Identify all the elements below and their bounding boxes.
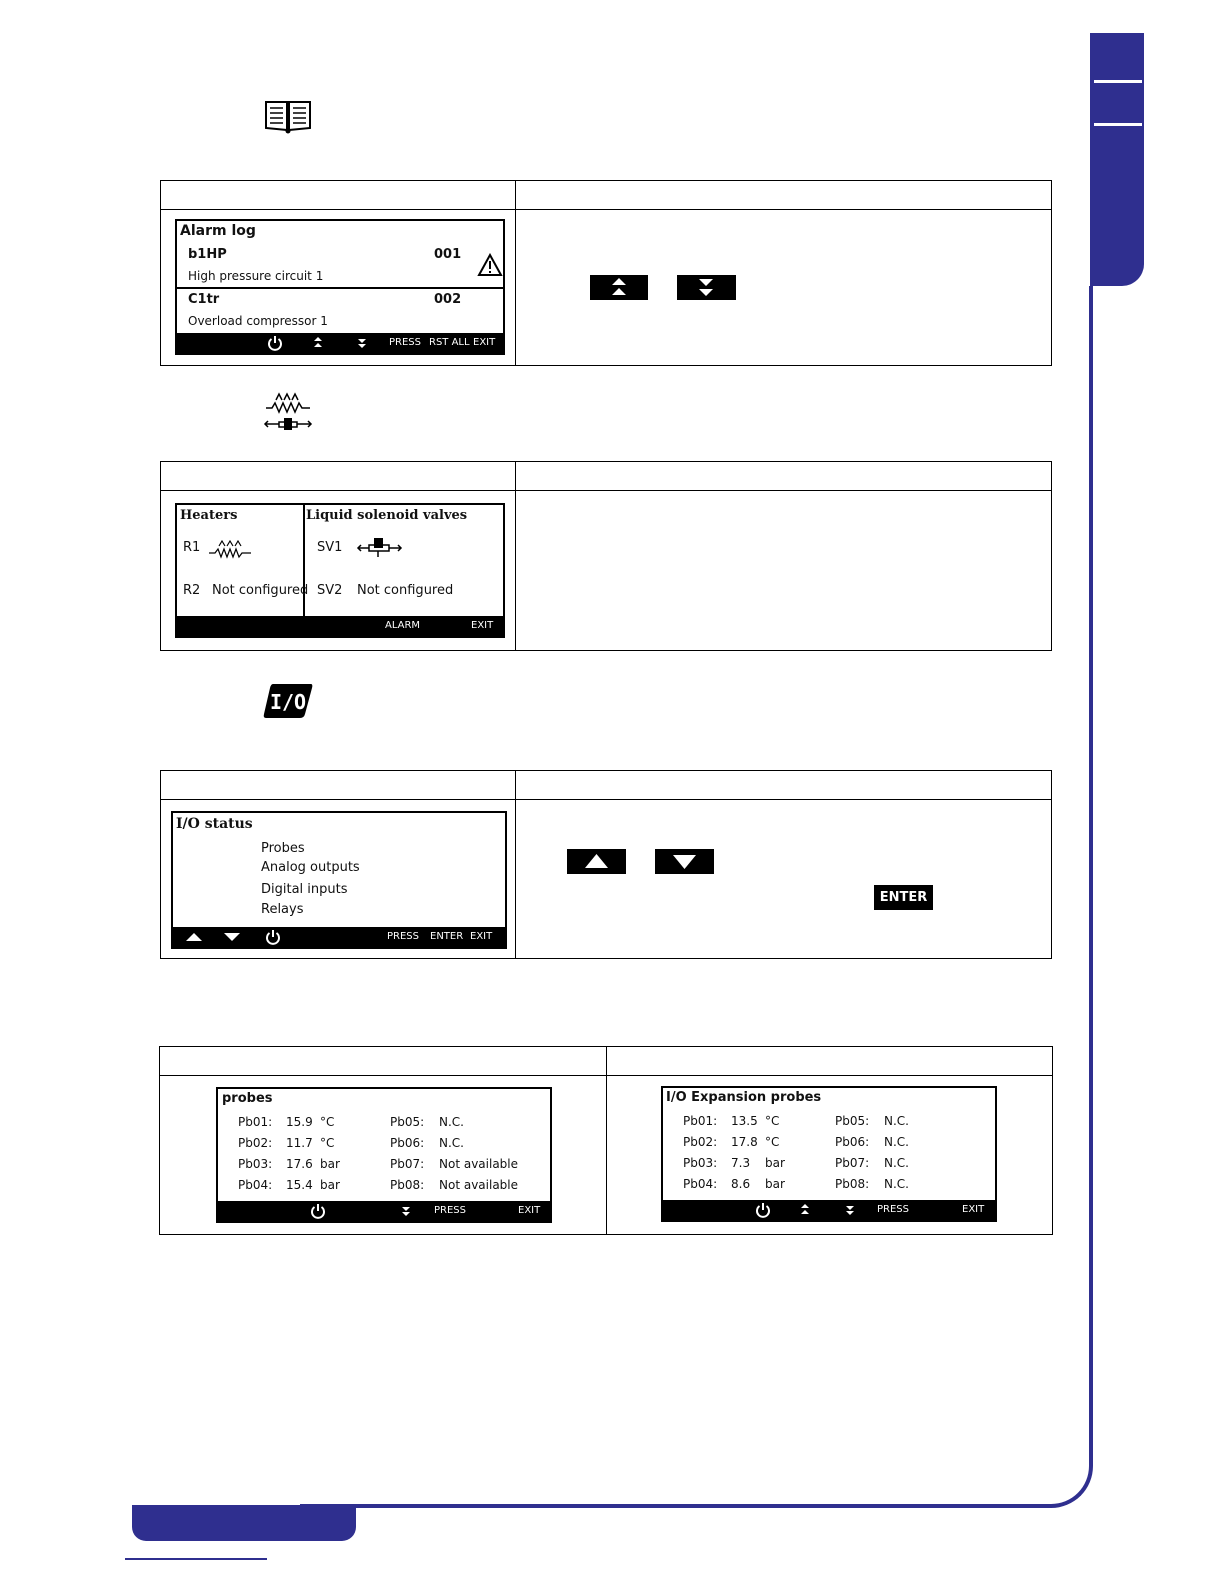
screen-title: I/O Expansion probes bbox=[666, 1090, 822, 1105]
outputs-screen bbox=[175, 503, 505, 638]
probe-r-val: N.C. bbox=[884, 1114, 909, 1128]
sv2-label: SV2 bbox=[317, 583, 343, 598]
probe-r-name: Pb07: bbox=[835, 1156, 870, 1170]
power-icon[interactable] bbox=[755, 1202, 771, 1218]
double-down-arrow-icon[interactable] bbox=[845, 1204, 855, 1216]
softkey-bar bbox=[177, 616, 503, 636]
screen-title: I/O status bbox=[176, 816, 253, 832]
enter-label[interactable]: ENTER bbox=[430, 931, 464, 942]
menu-item-probes[interactable]: Probes bbox=[261, 841, 305, 856]
probe-r-name: Pb08: bbox=[835, 1177, 870, 1191]
probe-l-unit: bar bbox=[765, 1156, 785, 1170]
side-tab-divider bbox=[1094, 80, 1142, 83]
probe-l-unit: bar bbox=[320, 1157, 340, 1171]
exit-label[interactable]: EXIT bbox=[471, 620, 494, 631]
probe-l-name: Pb02: bbox=[683, 1135, 718, 1149]
power-icon[interactable] bbox=[310, 1203, 326, 1219]
probe-l-unit: °C bbox=[320, 1115, 335, 1129]
probe-l-val: 17.6 bbox=[286, 1157, 313, 1171]
down-key bbox=[655, 849, 714, 874]
double-up-arrow-icon[interactable] bbox=[800, 1204, 810, 1216]
press-label[interactable]: PRESS bbox=[389, 337, 421, 348]
io-badge-icon bbox=[263, 682, 313, 720]
io-status-table bbox=[160, 770, 1052, 959]
double-up-arrow-icon[interactable] bbox=[313, 337, 323, 349]
probe-l-val: 15.4 bbox=[286, 1178, 313, 1192]
up-arrow-icon bbox=[567, 849, 626, 874]
alarm-code: C1tr bbox=[188, 292, 220, 307]
alarm-log-screen bbox=[175, 219, 505, 355]
screen-title: probes bbox=[222, 1091, 273, 1106]
probe-r-name: Pb05: bbox=[835, 1114, 870, 1128]
menu-item-relays[interactable]: Relays bbox=[261, 902, 304, 917]
sv1-label: SV1 bbox=[317, 540, 343, 555]
double-down-arrow-icon bbox=[677, 275, 736, 300]
page-frame-bottom bbox=[300, 1504, 1052, 1508]
bottom-page-tab bbox=[132, 1505, 356, 1541]
probe-l-val: 15.9 bbox=[286, 1115, 313, 1129]
probe-r-val: N.C. bbox=[439, 1115, 464, 1129]
probe-l-name: Pb03: bbox=[683, 1156, 718, 1170]
r2-state: Not configured bbox=[212, 583, 309, 598]
probe-l-val: 11.7 bbox=[286, 1136, 313, 1150]
alarm-log-table bbox=[160, 180, 1052, 366]
probe-l-unit: bar bbox=[765, 1177, 785, 1191]
heater-icon bbox=[207, 539, 253, 559]
probe-l-unit: °C bbox=[765, 1114, 780, 1128]
probe-r-val: Not available bbox=[439, 1157, 519, 1171]
exit-label[interactable]: EXIT bbox=[470, 931, 493, 942]
probe-r-name: Pb08: bbox=[390, 1178, 425, 1192]
scroll-up-key bbox=[590, 275, 648, 300]
page-frame-corner bbox=[1050, 1426, 1093, 1508]
probe-r-val: N.C. bbox=[884, 1177, 909, 1191]
exit-label[interactable]: EXIT bbox=[962, 1204, 985, 1215]
table-header bbox=[161, 181, 1051, 210]
press-label[interactable]: PRESS bbox=[877, 1204, 909, 1215]
side-chapter-tab bbox=[1090, 33, 1144, 286]
probe-r-val: N.C. bbox=[884, 1156, 909, 1170]
warning-icon bbox=[477, 253, 503, 277]
double-down-arrow-icon[interactable] bbox=[401, 1205, 411, 1217]
double-down-arrow-icon[interactable] bbox=[357, 337, 367, 349]
alarm-number: 002 bbox=[434, 292, 462, 307]
softkey-bar bbox=[177, 333, 503, 353]
probe-l-unit: °C bbox=[320, 1136, 335, 1150]
probe-l-val: 13.5 bbox=[731, 1114, 758, 1128]
heater-valve-icon bbox=[262, 392, 314, 436]
press-label[interactable]: PRESS bbox=[387, 931, 419, 942]
solenoid-valve-icon bbox=[355, 535, 403, 559]
down-arrow-icon[interactable] bbox=[223, 932, 241, 942]
probes-screen bbox=[216, 1087, 552, 1223]
menu-item-analog-outputs[interactable]: Analog outputs bbox=[261, 860, 360, 875]
io-status-screen bbox=[171, 811, 507, 949]
table-header bbox=[161, 462, 1051, 491]
probe-r-name: Pb07: bbox=[390, 1157, 425, 1171]
expansion-probes-screen bbox=[661, 1086, 997, 1222]
alarm-description: Overload compressor 1 bbox=[188, 314, 328, 328]
heaters-title: Heaters bbox=[180, 508, 238, 523]
probe-r-val: N.C. bbox=[884, 1135, 909, 1149]
screen-title: Alarm log bbox=[180, 223, 256, 239]
probe-r-val: Not available bbox=[439, 1178, 519, 1192]
probe-l-name: Pb02: bbox=[238, 1136, 273, 1150]
io-badge-label: I/O bbox=[269, 690, 307, 714]
power-icon[interactable] bbox=[267, 335, 283, 351]
reset-all-label[interactable]: RST ALL bbox=[429, 337, 470, 348]
probe-l-name: Pb04: bbox=[683, 1177, 718, 1191]
softkey-bar bbox=[173, 927, 505, 947]
up-arrow-icon[interactable] bbox=[185, 932, 203, 942]
power-icon[interactable] bbox=[265, 929, 281, 945]
probe-l-val: 8.6 bbox=[731, 1177, 751, 1191]
alarm-number: 001 bbox=[434, 247, 462, 262]
probe-r-name: Pb06: bbox=[390, 1136, 425, 1150]
press-label[interactable]: PRESS bbox=[434, 1205, 466, 1216]
enter-key: ENTER bbox=[874, 885, 933, 910]
probe-l-name: Pb01: bbox=[683, 1114, 718, 1128]
exit-label[interactable]: EXIT bbox=[518, 1205, 541, 1216]
probe-l-name: Pb04: bbox=[238, 1178, 273, 1192]
page-frame-right bbox=[1089, 286, 1093, 1466]
table-header bbox=[161, 771, 1051, 800]
probe-l-name: Pb03: bbox=[238, 1157, 273, 1171]
probe-l-val: 17.8 bbox=[731, 1135, 758, 1149]
alarm-description: High pressure circuit 1 bbox=[188, 269, 324, 283]
r1-label: R1 bbox=[183, 540, 201, 555]
sv2-state: Not configured bbox=[357, 583, 454, 598]
softkey-bar bbox=[663, 1200, 995, 1220]
scroll-down-key bbox=[677, 275, 736, 300]
menu-item-digital-inputs[interactable]: Digital inputs bbox=[261, 882, 348, 897]
probe-r-name: Pb05: bbox=[390, 1115, 425, 1129]
softkey-bar bbox=[218, 1201, 550, 1221]
r2-label: R2 bbox=[183, 583, 201, 598]
probes-table bbox=[159, 1046, 1053, 1235]
book-icon bbox=[263, 98, 313, 134]
down-arrow-icon bbox=[655, 849, 714, 874]
side-tab-divider bbox=[1094, 123, 1142, 126]
up-key bbox=[567, 849, 626, 874]
probe-l-unit: bar bbox=[320, 1178, 340, 1192]
probe-l-val: 7.3 bbox=[731, 1156, 751, 1170]
probe-r-val: N.C. bbox=[439, 1136, 464, 1150]
exit-label[interactable]: EXIT bbox=[473, 337, 496, 348]
alarm-label[interactable]: ALARM bbox=[385, 620, 421, 631]
probe-l-unit: °C bbox=[765, 1135, 780, 1149]
bottom-underline bbox=[125, 1558, 267, 1560]
probe-r-name: Pb06: bbox=[835, 1135, 870, 1149]
outputs-table bbox=[160, 461, 1052, 651]
alarm-code: b1HP bbox=[188, 247, 227, 262]
probe-l-name: Pb01: bbox=[238, 1115, 273, 1129]
double-up-arrow-icon bbox=[590, 275, 648, 300]
valves-title: Liquid solenoid valves bbox=[306, 508, 468, 523]
